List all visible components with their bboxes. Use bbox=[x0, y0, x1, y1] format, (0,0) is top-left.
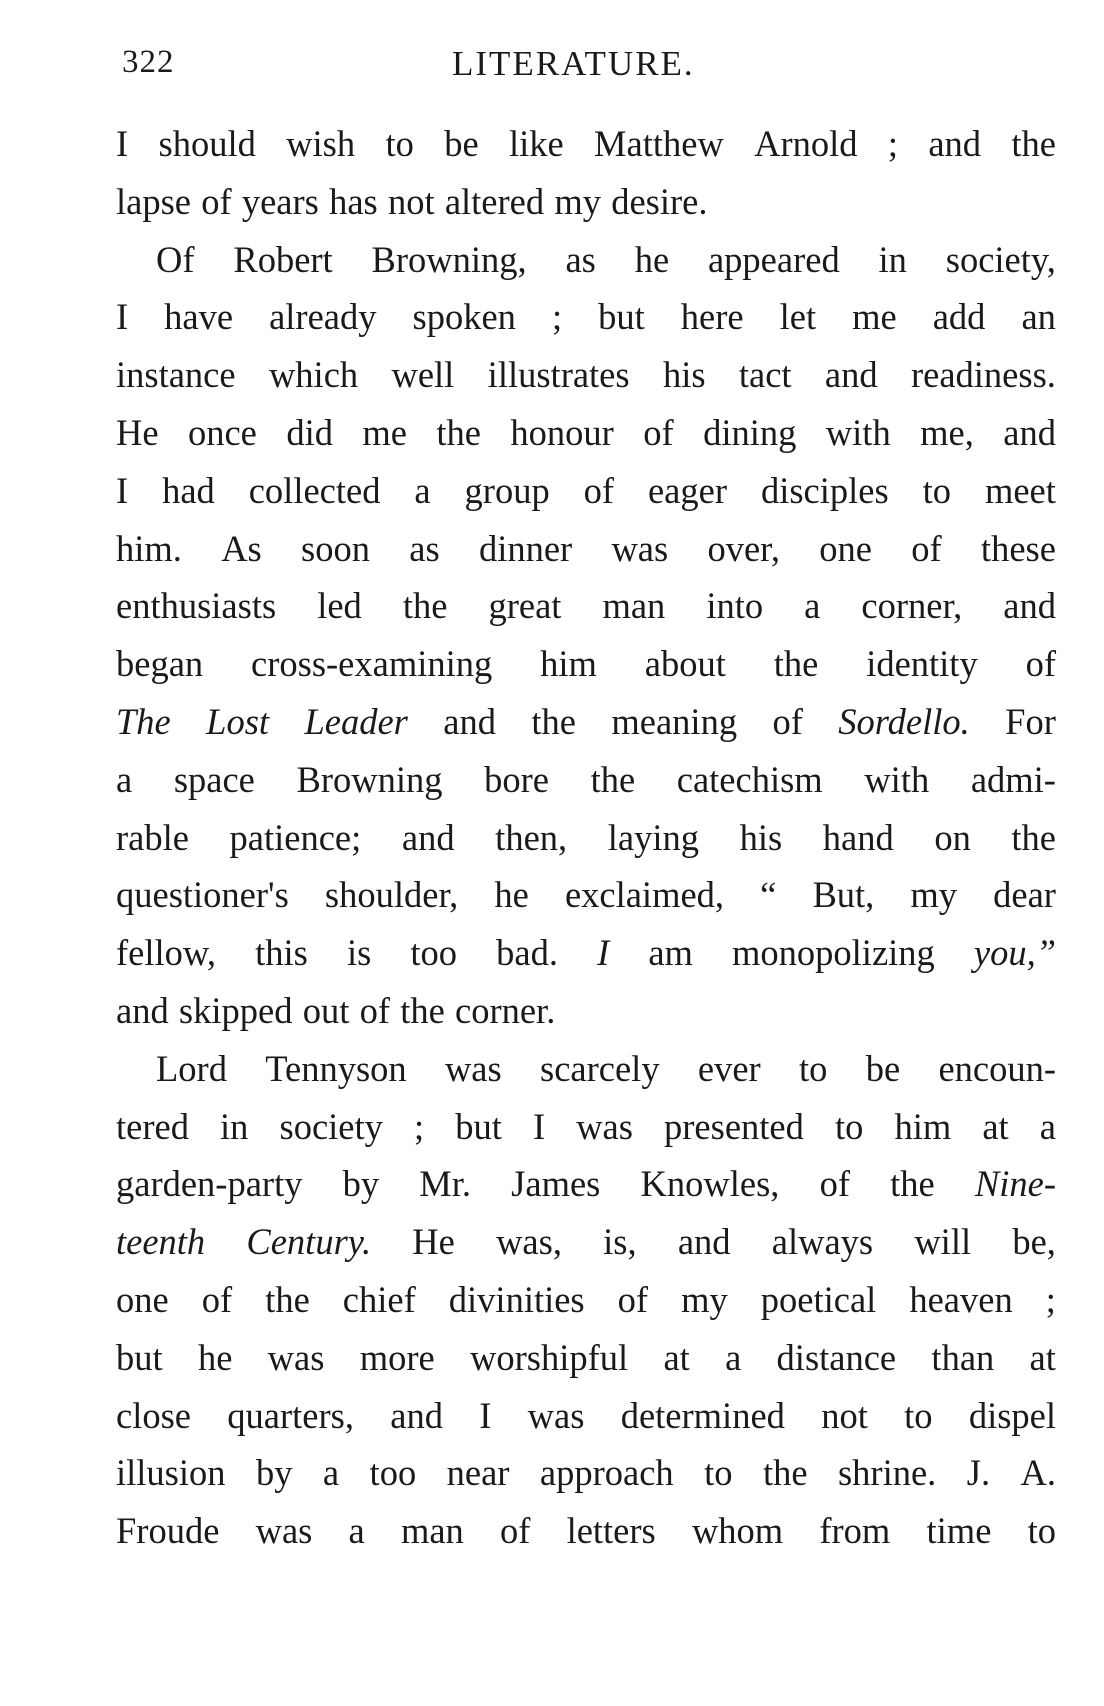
word: be bbox=[865, 1047, 901, 1089]
word: the bbox=[762, 1452, 808, 1494]
word: to bbox=[385, 123, 414, 164]
word: appeared bbox=[707, 238, 840, 280]
word: Browning bbox=[296, 758, 443, 800]
text-line bbox=[116, 1387, 1056, 1445]
word: ; bbox=[551, 296, 563, 338]
word: Mr. bbox=[419, 1163, 472, 1205]
word: shoulder, bbox=[324, 874, 459, 916]
word: was bbox=[576, 1105, 633, 1147]
word: will bbox=[914, 1221, 972, 1263]
word: of bbox=[617, 1278, 649, 1320]
word: the bbox=[890, 1163, 935, 1205]
word: illustrates bbox=[487, 354, 630, 396]
text-line bbox=[116, 635, 1056, 693]
text-line bbox=[116, 1155, 1056, 1213]
word: add bbox=[932, 296, 986, 338]
word: meet bbox=[984, 469, 1056, 511]
word: his bbox=[739, 816, 783, 858]
word: once bbox=[187, 411, 257, 453]
word: a bbox=[116, 758, 133, 800]
text-line bbox=[116, 1444, 1056, 1502]
word: by bbox=[342, 1163, 380, 1205]
word: has bbox=[329, 180, 378, 222]
word: was bbox=[267, 1336, 325, 1378]
word: and bbox=[116, 989, 169, 1031]
word: you,” bbox=[973, 932, 1056, 974]
word: the bbox=[773, 643, 819, 685]
word: Lost bbox=[206, 700, 270, 742]
word: my bbox=[554, 180, 601, 222]
word: of bbox=[583, 469, 615, 511]
word: distance bbox=[776, 1336, 897, 1378]
word: and bbox=[390, 1394, 443, 1436]
text-line bbox=[116, 404, 1056, 462]
word: a bbox=[804, 585, 821, 627]
word: group bbox=[464, 469, 550, 511]
word: I bbox=[116, 469, 129, 511]
word: I bbox=[479, 1394, 492, 1436]
word: He bbox=[116, 411, 159, 453]
word: fellow, bbox=[116, 932, 217, 974]
word: but bbox=[598, 296, 645, 338]
word: a bbox=[414, 469, 431, 511]
text-line bbox=[116, 1040, 1056, 1098]
word: illusion bbox=[116, 1452, 226, 1494]
word: society, bbox=[945, 238, 1056, 280]
word: me, bbox=[920, 411, 974, 453]
word: of bbox=[201, 180, 232, 222]
word: and bbox=[677, 1221, 731, 1263]
word: with bbox=[864, 758, 930, 800]
word: into bbox=[706, 585, 764, 627]
word: in bbox=[220, 1105, 249, 1147]
word: poetical bbox=[760, 1278, 877, 1320]
word: him bbox=[894, 1105, 952, 1147]
word: to bbox=[904, 1394, 933, 1436]
word: But, bbox=[812, 874, 875, 916]
word: laying bbox=[607, 816, 699, 858]
word: tered bbox=[116, 1105, 189, 1147]
word: from bbox=[819, 1510, 891, 1552]
word: wish bbox=[286, 123, 356, 164]
word: have bbox=[164, 296, 234, 338]
word: always bbox=[771, 1221, 874, 1263]
word: him. bbox=[116, 527, 182, 569]
text-line bbox=[116, 520, 1056, 578]
word: divinities bbox=[448, 1278, 585, 1320]
word: Arnold bbox=[754, 123, 858, 164]
word: about bbox=[644, 643, 726, 685]
word: of bbox=[643, 411, 674, 453]
word: my bbox=[681, 1278, 728, 1320]
text-line bbox=[116, 982, 1056, 1040]
word: of bbox=[1025, 643, 1056, 685]
word: to bbox=[704, 1452, 733, 1494]
word: years bbox=[241, 180, 319, 222]
word: admi- bbox=[970, 758, 1056, 800]
running-title: LITERATURE. bbox=[452, 44, 695, 83]
word: and bbox=[1003, 411, 1056, 453]
word: skipped bbox=[178, 989, 293, 1031]
word: began bbox=[116, 643, 204, 685]
word: of bbox=[359, 989, 390, 1031]
text-line bbox=[116, 1213, 1056, 1271]
word: exclaimed, bbox=[564, 874, 725, 916]
word: Browning, bbox=[371, 238, 527, 280]
word: instance bbox=[116, 354, 236, 396]
text-line bbox=[116, 809, 1056, 867]
word: and bbox=[824, 354, 878, 396]
word: worshipful bbox=[470, 1336, 629, 1378]
word: society bbox=[279, 1105, 383, 1147]
word: not bbox=[387, 180, 435, 222]
word: presented bbox=[664, 1105, 804, 1147]
word: near bbox=[446, 1452, 510, 1494]
word: was, bbox=[496, 1221, 562, 1263]
word: shrine. bbox=[837, 1452, 937, 1494]
word: Robert bbox=[233, 238, 333, 280]
word: be, bbox=[1012, 1221, 1056, 1263]
word: letters bbox=[566, 1510, 656, 1552]
word: bore bbox=[484, 758, 549, 800]
word: he bbox=[197, 1336, 233, 1378]
word: James bbox=[511, 1163, 601, 1205]
text-line bbox=[116, 924, 1056, 982]
word: patience; bbox=[229, 816, 362, 858]
word: too bbox=[410, 932, 458, 974]
word: me bbox=[852, 296, 897, 338]
word: of bbox=[819, 1163, 850, 1205]
text-line bbox=[116, 115, 1056, 173]
word: not bbox=[821, 1394, 868, 1436]
word: collected bbox=[248, 469, 381, 511]
word: honour bbox=[510, 411, 614, 453]
word: should bbox=[158, 123, 256, 164]
word: enthusiasts bbox=[116, 585, 277, 627]
word: tact bbox=[738, 354, 792, 396]
word: an bbox=[1021, 296, 1056, 338]
word: Nine- bbox=[974, 1163, 1056, 1205]
word: Matthew bbox=[594, 123, 724, 164]
word: Knowles, bbox=[640, 1163, 780, 1205]
word: Froude bbox=[116, 1510, 220, 1552]
word: monopolizing bbox=[732, 932, 935, 974]
word: ; bbox=[413, 1105, 425, 1147]
text-line bbox=[116, 1098, 1056, 1156]
word: catechism bbox=[676, 758, 823, 800]
word: his bbox=[662, 354, 706, 396]
word: the bbox=[400, 989, 445, 1031]
word: As bbox=[221, 527, 262, 569]
word: garden-party bbox=[116, 1163, 303, 1205]
word: J. bbox=[966, 1452, 991, 1494]
word: was bbox=[611, 527, 669, 569]
word: the bbox=[590, 758, 636, 800]
word: to bbox=[834, 1105, 864, 1147]
word: man bbox=[602, 585, 666, 627]
word: of bbox=[201, 1278, 233, 1320]
word: he bbox=[634, 238, 670, 280]
word: chief bbox=[342, 1278, 416, 1320]
word: Tennyson bbox=[265, 1047, 407, 1089]
word: let bbox=[779, 296, 817, 338]
word: did bbox=[286, 411, 333, 453]
word: too bbox=[369, 1452, 417, 1494]
word: bad. bbox=[496, 932, 558, 974]
text-line bbox=[116, 288, 1056, 346]
word: hand bbox=[822, 816, 894, 858]
word: whom bbox=[691, 1510, 784, 1552]
word: disciples bbox=[760, 469, 889, 511]
word: scarcely bbox=[540, 1047, 660, 1089]
word: was bbox=[255, 1510, 313, 1552]
word: but bbox=[116, 1336, 163, 1378]
page-header bbox=[122, 44, 1002, 94]
word: the bbox=[402, 585, 448, 627]
word: the bbox=[436, 411, 481, 453]
text-line bbox=[116, 462, 1056, 520]
word: “ bbox=[760, 874, 777, 916]
word: Leader bbox=[304, 700, 408, 742]
word: teenth bbox=[116, 1221, 206, 1263]
body-text bbox=[116, 115, 1056, 1560]
word: corner, bbox=[861, 585, 963, 627]
text-line bbox=[116, 1502, 1056, 1560]
word: in bbox=[878, 238, 907, 280]
word: be bbox=[444, 123, 479, 164]
word: one bbox=[819, 527, 872, 569]
word: he bbox=[494, 874, 529, 916]
word: at bbox=[663, 1336, 690, 1378]
word: questioner's bbox=[116, 874, 289, 916]
word: and bbox=[401, 816, 455, 858]
word: I bbox=[597, 932, 610, 974]
word: with bbox=[825, 411, 891, 453]
word: of bbox=[911, 527, 942, 569]
word: then, bbox=[495, 816, 568, 858]
page-number: 322 bbox=[122, 44, 175, 80]
word: eager bbox=[647, 469, 727, 511]
word: altered bbox=[444, 180, 545, 222]
text-line bbox=[116, 866, 1056, 924]
text-line bbox=[116, 577, 1056, 635]
word: at bbox=[982, 1105, 1009, 1147]
word: Of bbox=[156, 238, 195, 280]
word: which bbox=[268, 354, 359, 396]
word: the bbox=[1011, 123, 1056, 164]
text-line bbox=[116, 173, 1056, 231]
word: like bbox=[508, 123, 564, 164]
word: dining bbox=[703, 411, 797, 453]
word: a bbox=[348, 1510, 365, 1552]
word: by bbox=[255, 1452, 293, 1494]
word: to bbox=[798, 1047, 828, 1089]
word: as bbox=[565, 238, 596, 280]
word: the bbox=[265, 1278, 310, 1320]
word: is bbox=[346, 932, 372, 974]
word: well bbox=[391, 354, 455, 396]
text-line bbox=[116, 346, 1056, 404]
word: lapse bbox=[116, 180, 191, 222]
word: but bbox=[455, 1105, 502, 1147]
word: to bbox=[922, 469, 952, 511]
word: A. bbox=[1020, 1452, 1056, 1494]
word: a bbox=[322, 1452, 340, 1494]
word: I bbox=[532, 1105, 546, 1147]
word: these bbox=[980, 527, 1056, 569]
word: over, bbox=[707, 527, 781, 569]
word: rable bbox=[116, 816, 189, 858]
text-line bbox=[116, 231, 1056, 289]
word: of bbox=[772, 700, 803, 742]
word: and bbox=[443, 700, 496, 742]
word: is, bbox=[603, 1221, 637, 1263]
word: my bbox=[910, 874, 958, 916]
text-line bbox=[116, 1271, 1056, 1329]
word: encoun- bbox=[938, 1047, 1056, 1089]
word: out bbox=[302, 989, 350, 1031]
word: was bbox=[527, 1394, 585, 1436]
word: and bbox=[1003, 585, 1056, 627]
word: me bbox=[362, 411, 407, 453]
text-line bbox=[116, 693, 1056, 751]
word: one bbox=[116, 1278, 169, 1320]
word: to bbox=[1027, 1510, 1056, 1552]
word: this bbox=[255, 932, 308, 974]
word: a bbox=[1039, 1105, 1056, 1147]
word: corner. bbox=[455, 989, 556, 1031]
word: Lord bbox=[156, 1047, 227, 1089]
word: and bbox=[928, 123, 982, 164]
word: approach bbox=[539, 1452, 674, 1494]
word: heaven bbox=[909, 1278, 1013, 1320]
word: close bbox=[116, 1394, 191, 1436]
word: ; bbox=[887, 123, 899, 164]
word: For bbox=[1005, 700, 1056, 742]
word: led bbox=[317, 585, 362, 627]
text-line bbox=[116, 751, 1056, 809]
word: more bbox=[359, 1336, 435, 1378]
word: cross-examining bbox=[251, 643, 493, 685]
word: I bbox=[116, 296, 129, 338]
word: was bbox=[444, 1047, 502, 1089]
word: had bbox=[162, 469, 215, 511]
word: I bbox=[116, 123, 129, 164]
word: here bbox=[680, 296, 744, 338]
word: on bbox=[934, 816, 971, 858]
word: man bbox=[400, 1510, 464, 1552]
word: at bbox=[1029, 1336, 1056, 1378]
word: the bbox=[531, 700, 576, 742]
word: The bbox=[116, 700, 171, 742]
word: ever bbox=[697, 1047, 761, 1089]
word: than bbox=[931, 1336, 995, 1378]
word: ; bbox=[1045, 1278, 1056, 1320]
word: great bbox=[488, 585, 562, 627]
word: him bbox=[540, 643, 597, 685]
word: readiness. bbox=[910, 354, 1056, 396]
word: dinner bbox=[478, 527, 573, 569]
word: meaning bbox=[611, 700, 738, 742]
word: of bbox=[499, 1510, 531, 1552]
word: quarters, bbox=[227, 1394, 354, 1436]
word: determined bbox=[620, 1394, 785, 1436]
text-line bbox=[116, 1329, 1056, 1387]
word: He bbox=[412, 1221, 455, 1263]
word: dear bbox=[993, 874, 1056, 916]
word: identity bbox=[866, 643, 978, 685]
word: Sordello. bbox=[838, 700, 970, 742]
word: soon bbox=[301, 527, 370, 569]
word: as bbox=[409, 527, 440, 569]
word: time bbox=[926, 1510, 992, 1552]
word: dispel bbox=[968, 1394, 1056, 1436]
word: spoken bbox=[412, 296, 516, 338]
word: space bbox=[173, 758, 255, 800]
word: Century. bbox=[246, 1221, 372, 1263]
word: the bbox=[1011, 816, 1056, 858]
word: already bbox=[269, 296, 377, 338]
word: desire. bbox=[611, 180, 708, 222]
word: a bbox=[725, 1336, 742, 1378]
word: am bbox=[648, 932, 693, 974]
